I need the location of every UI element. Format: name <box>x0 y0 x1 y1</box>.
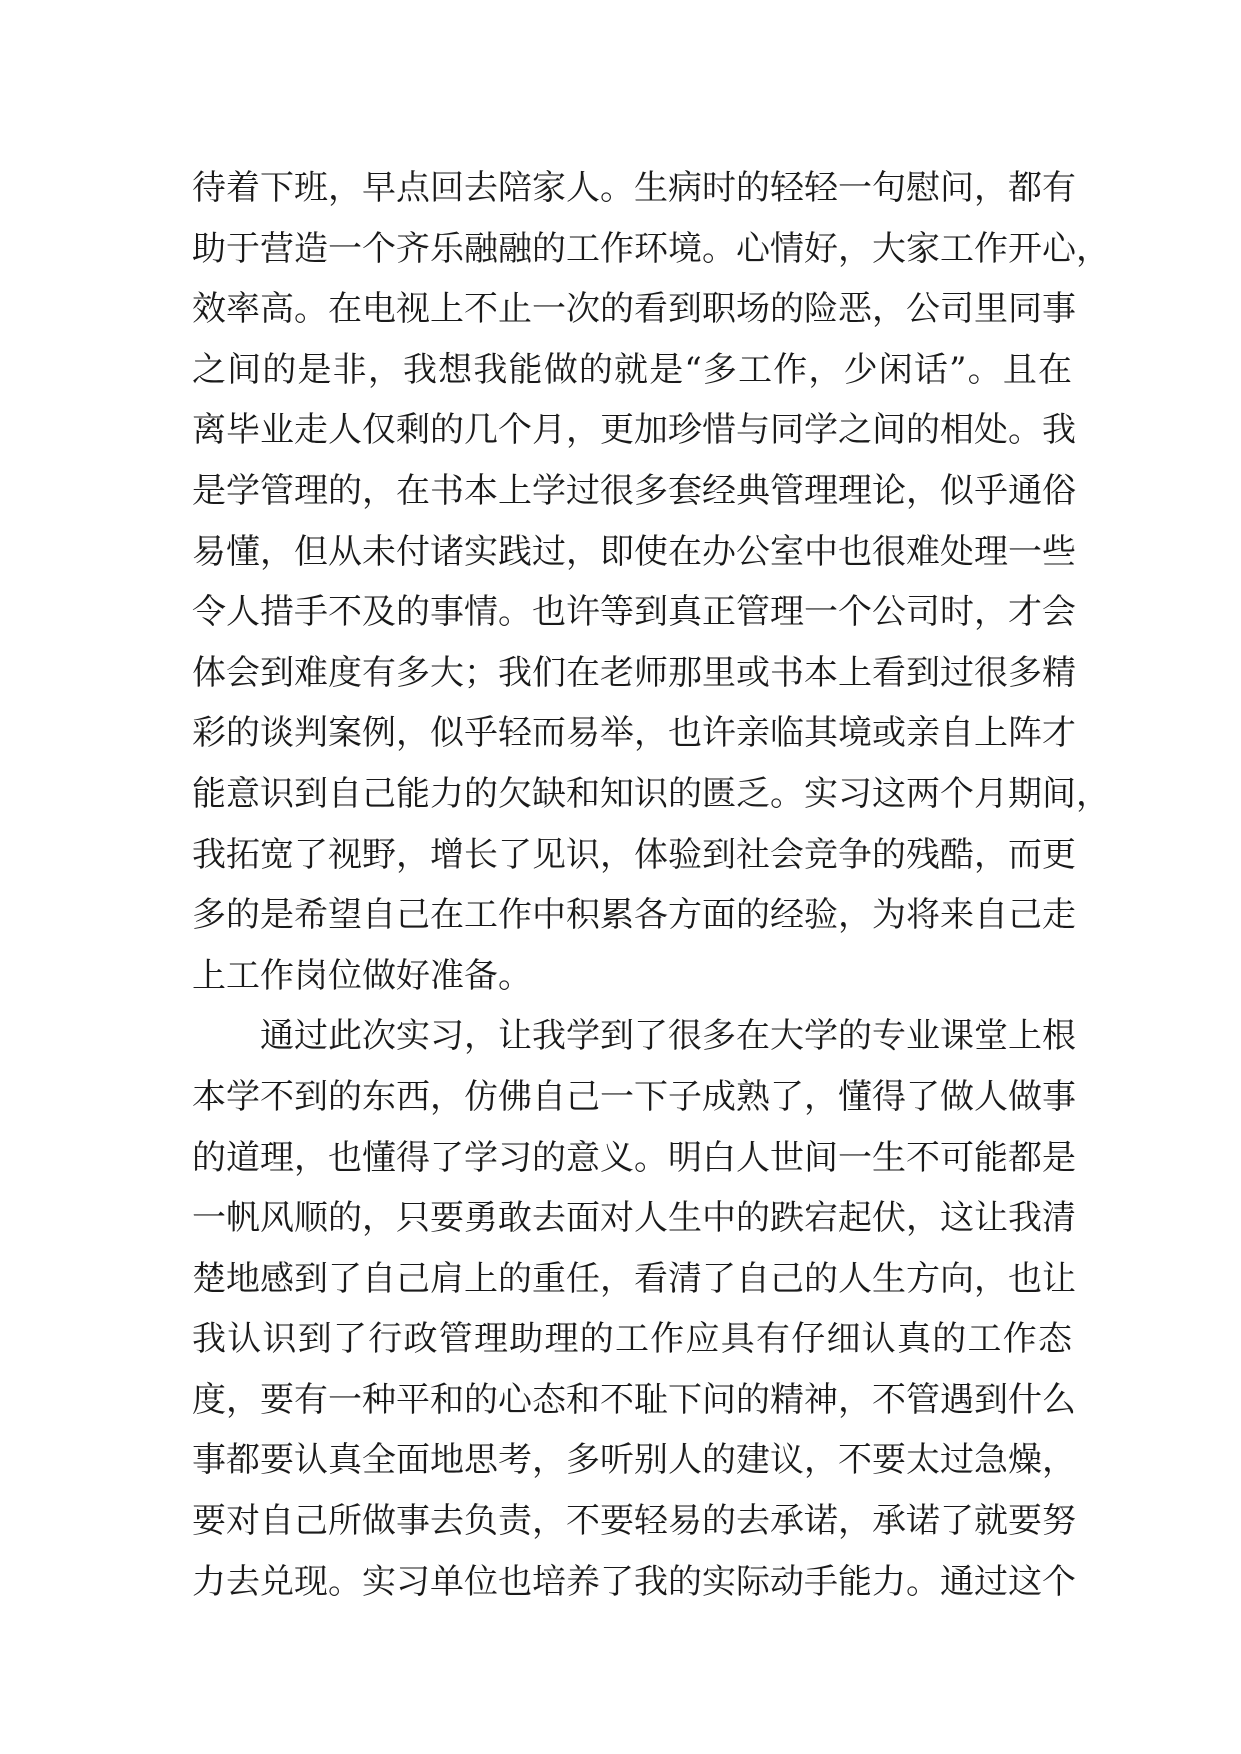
text-line: 多的是希望自己在工作中积累各方面的经验，为将来自己走 <box>192 895 1076 936</box>
paragraph-2 <box>192 1006 1076 1612</box>
text-line: 效率高。在电视上不止一次的看到职场的险恶，公司里同事 <box>192 289 1076 330</box>
text-line: 一帆风顺的，只要勇敢去面对人生中的跌宕起伏，这让我清 <box>192 1198 1076 1239</box>
text-line: 能意识到自己能力的欠缺和知识的匮乏。实习这两个月期间， <box>192 773 1110 814</box>
text-line: 的道理，也懂得了学习的意义。明白人世间一生不可能都是 <box>192 1137 1076 1178</box>
text-line: 之间的是非，我想我能做的就是“多工作，少闲话”。且在 <box>192 349 1072 390</box>
text-line: 令人措手不及的事情。也许等到真正管理一个公司时，才会 <box>192 592 1076 633</box>
text-line: 体会到难度有多大；我们在老师那里或书本上看到过很多精 <box>192 652 1076 693</box>
text-line: 我拓宽了视野，增长了见识，体验到社会竞争的残酷，而更 <box>192 834 1076 875</box>
text-line: 本学不到的东西，仿佛自己一下子成熟了，懂得了做人做事 <box>192 1076 1076 1117</box>
text-line: 上工作岗位做好准备。 <box>192 955 532 996</box>
text-line: 助于营造一个齐乐融融的工作环境。心情好，大家工作开心， <box>192 228 1110 269</box>
paragraph-1 <box>192 158 1110 1006</box>
text-line: 楚地感到了自己肩上的重任，看清了自己的人生方向，也让 <box>192 1258 1076 1299</box>
text-line: 是学管理的，在书本上学过很多套经典管理理论，似乎通俗 <box>192 470 1076 511</box>
text-line: 力去兑现。实习单位也培养了我的实际动手能力。通过这个 <box>192 1561 1076 1602</box>
text-line: 待着下班，早点回去陪家人。生病时的轻轻一句慰问，都有 <box>192 168 1076 208</box>
text-line: 我认识到了行政管理助理的工作应具有仔细认真的工作态 <box>192 1319 1072 1360</box>
text-line: 事都要认真全面地思考，多听别人的建议，不要太过急燥， <box>192 1440 1076 1481</box>
text-line: 彩的谈判案例，似乎轻而易举，也许亲临其境或亲自上阵才 <box>192 713 1076 754</box>
text-line: 通过此次实习，让我学到了很多在大学的专业课堂上根 <box>260 1016 1076 1057</box>
text-line: 度，要有一种平和的心态和不耻下问的精神，不管遇到什么 <box>192 1379 1076 1420</box>
document-body <box>192 158 1110 1612</box>
text-line: 易懂，但从未付诸实践过，即使在办公室中也很难处理一些 <box>192 531 1076 572</box>
text-line: 离毕业走人仅剩的几个月，更加珍惜与同学之间的相处。我 <box>192 410 1076 451</box>
text-line: 要对自己所做事去负责，不要轻易的去承诺，承诺了就要努 <box>192 1501 1076 1542</box>
